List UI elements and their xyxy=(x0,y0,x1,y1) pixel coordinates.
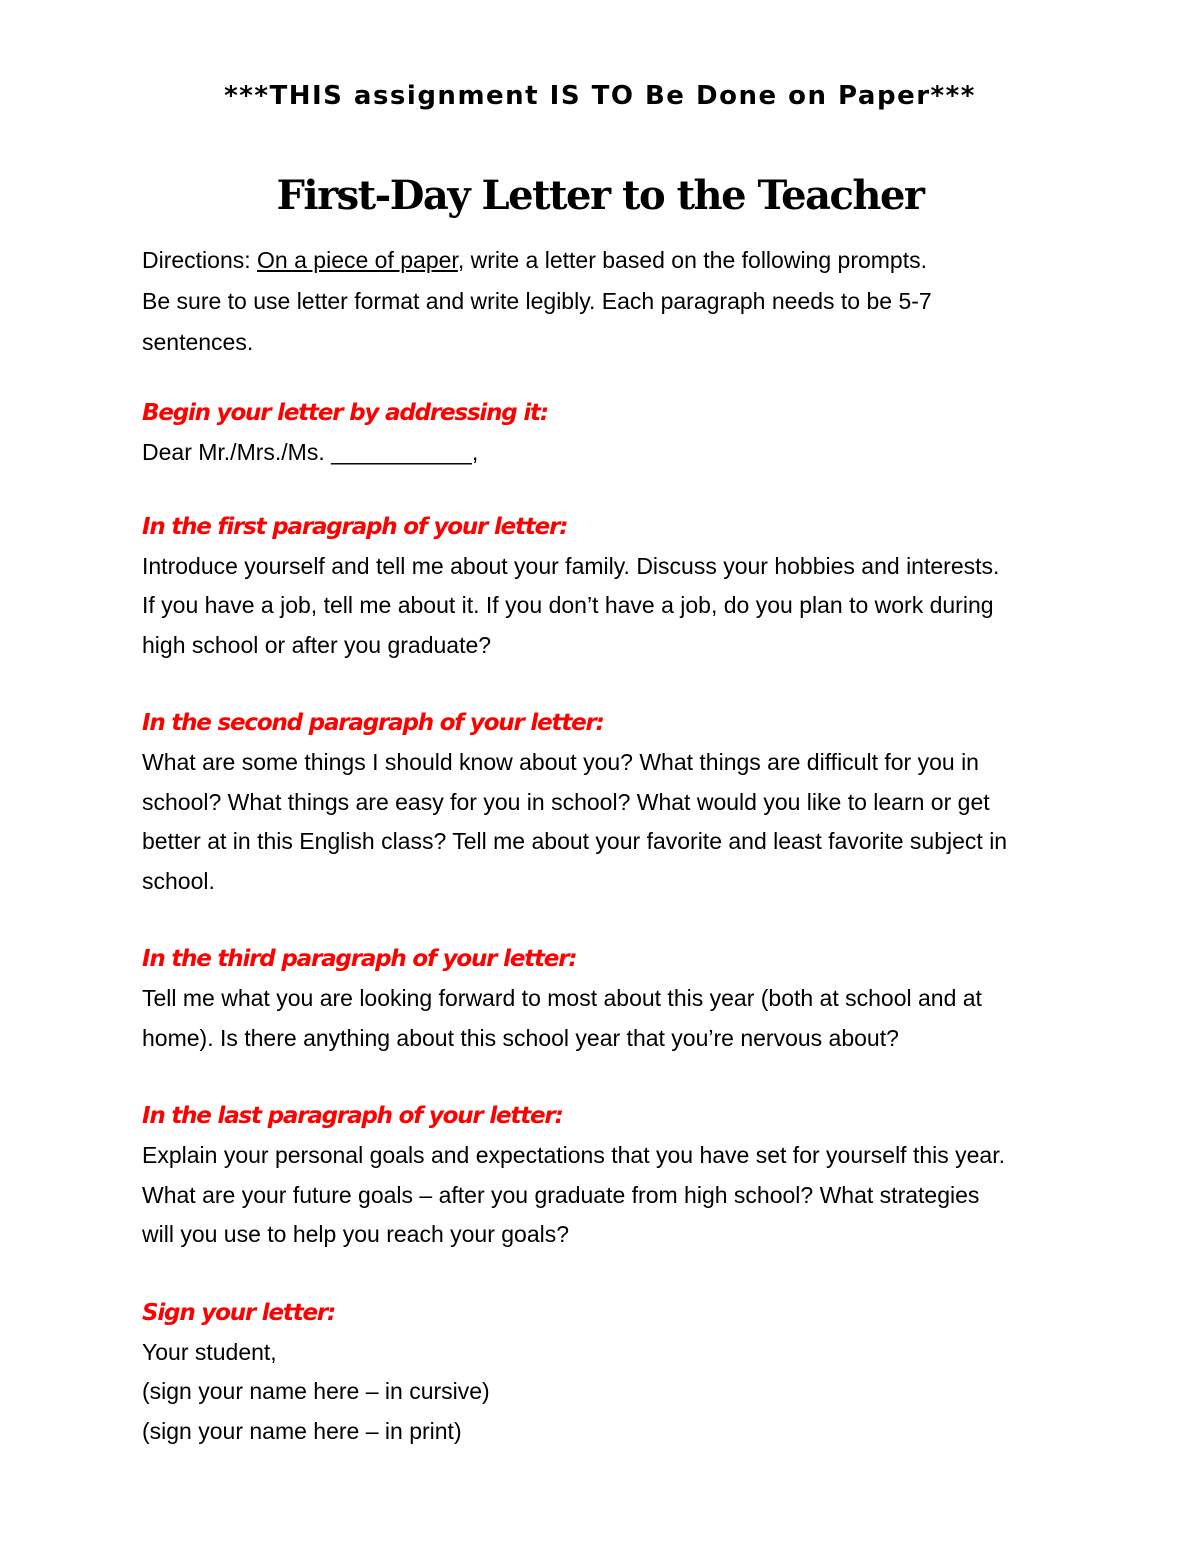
section-addressing xyxy=(142,393,1122,473)
body-line: Dear Mr./Mrs./Ms. ___________, xyxy=(142,439,479,465)
section-heading: In the last paragraph of your letter: xyxy=(142,1103,563,1129)
body-line: (sign your name here – in cursive) xyxy=(142,1378,490,1404)
directions-line-2: Be sure to use letter format and write legibly. Each paragraph needs to be 5-7 xyxy=(142,288,932,314)
section-signature xyxy=(142,1293,1122,1452)
section-third-paragraph xyxy=(142,939,1122,1058)
section-second-paragraph xyxy=(142,703,1122,901)
section-body xyxy=(142,547,1122,666)
directions-line-3: sentences. xyxy=(142,329,254,355)
directions xyxy=(142,240,1122,363)
section-body xyxy=(142,1136,1122,1255)
section-heading: In the third paragraph of your letter: xyxy=(142,946,577,972)
body-line: If you have a job, tell me about it. If you don’t have a job, do you plan to work during xyxy=(142,592,994,618)
worksheet-content xyxy=(142,240,1122,1451)
body-line: What are some things I should know about you? What things are difficult for you in xyxy=(142,749,979,775)
body-line: What are your future goals – after you graduate from high school? What strategies xyxy=(142,1181,980,1208)
body-line: school. xyxy=(142,867,215,894)
directions-line-1 xyxy=(142,240,1122,281)
section-heading: In the second paragraph of your letter: xyxy=(142,710,604,736)
body-line: will you use to help you reach your goals? xyxy=(142,1221,570,1247)
body-line: Tell me what you are looking forward to most about this year (both at school and at xyxy=(142,985,982,1011)
section-heading: In the first paragraph of your letter: xyxy=(142,513,568,540)
body-line: home). Is there anything about this school year that you’re nervous about? xyxy=(142,1024,899,1051)
paper-notice: ***THIS assignment IS TO Be Done on Paper*** xyxy=(224,81,976,111)
page-title: First-Day Letter to the Teacher xyxy=(276,172,924,219)
body-line: Explain your personal goals and expectations that you have set for yourself this year. xyxy=(142,1142,1006,1168)
body-line: (sign your name here – in print) xyxy=(142,1417,462,1444)
body-line: better at in this English class? Tell me about your favorite and least favorite subject in xyxy=(142,828,1008,854)
body-line: Introduce yourself and tell me about your family. Discuss your hobbies and interests. xyxy=(142,552,1000,579)
section-last-paragraph xyxy=(142,1096,1122,1255)
directions-underlined: On a piece of paper xyxy=(257,247,458,273)
body-line: high school or after you graduate? xyxy=(142,631,492,658)
body-line: Your student, xyxy=(142,1338,277,1365)
section-body xyxy=(142,979,1122,1058)
body-line: school? What things are easy for you in school? What would you like to learn or get xyxy=(142,788,990,815)
section-body xyxy=(142,743,1122,901)
directions-rest: , write a letter based on the following prompts. xyxy=(457,247,927,273)
section-heading: Begin your letter by addressing it: xyxy=(142,400,548,426)
section-first-paragraph xyxy=(142,507,1122,666)
section-body xyxy=(142,1333,1122,1452)
section-heading: Sign your letter: xyxy=(142,1299,336,1326)
section-body xyxy=(142,433,1122,473)
directions-label: Directions: xyxy=(142,247,258,273)
